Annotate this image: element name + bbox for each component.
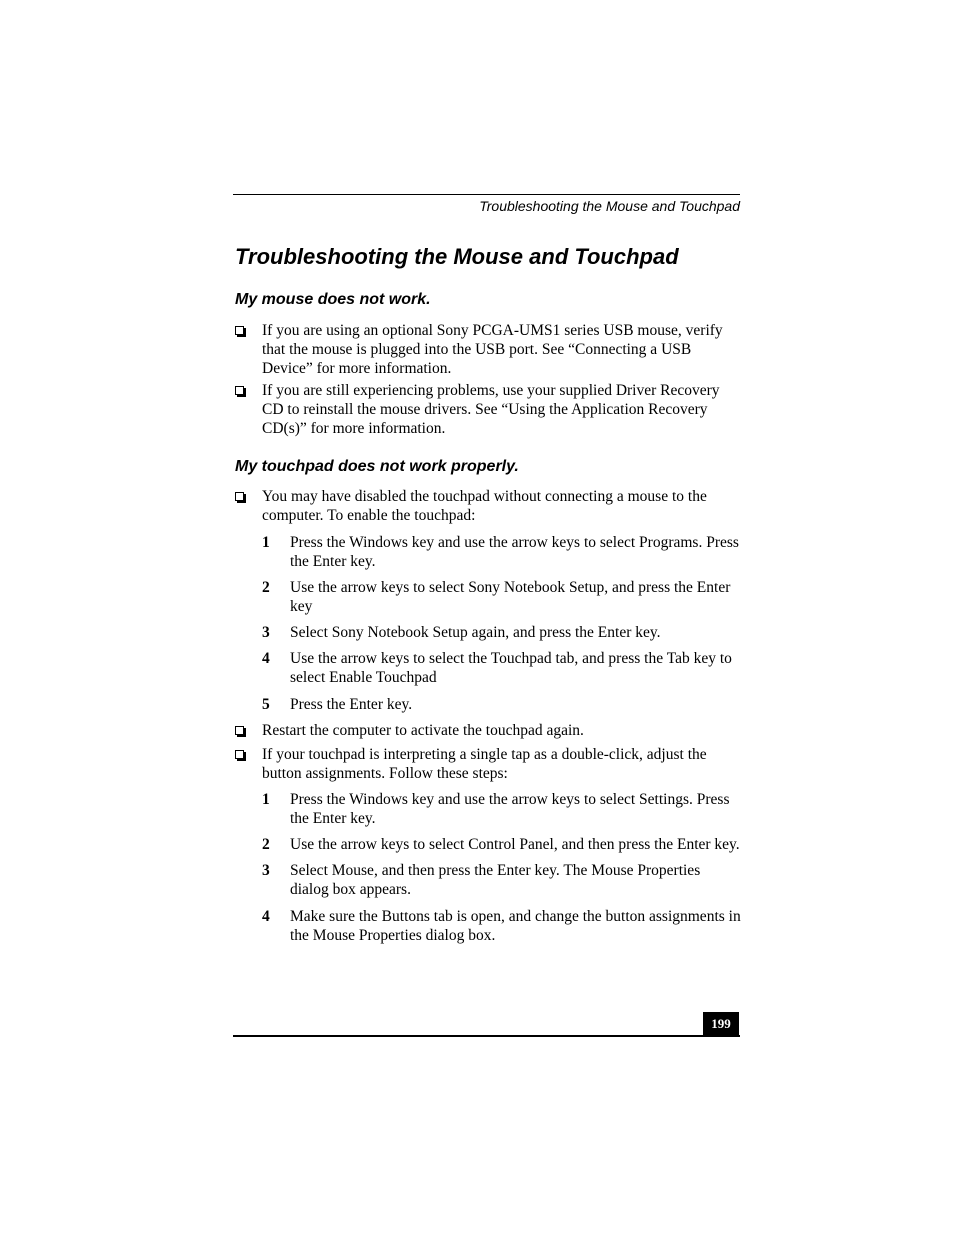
step-number: 1 — [262, 534, 270, 551]
running-header: Troubleshooting the Mouse and Touchpad — [479, 198, 740, 214]
bullet-text: If you are using an optional Sony PCGA-UMS1 series USB mouse, verify that the mouse is plugged into the USB port. See “Connecting a USB Device” for more information. — [262, 322, 723, 377]
step-text: Select Mouse, and then press the Enter key. The Mouse Properties dialog box appears. — [290, 862, 701, 898]
checkbox-bullet-icon — [235, 726, 244, 735]
step-text: Use the arrow keys to select Control Panel, and then press the Enter key. — [290, 836, 740, 853]
step-number: 4 — [262, 908, 270, 925]
step-text: Press the Windows key and use the arrow keys to select Settings. Press the Enter key. — [290, 791, 730, 827]
step-text: Select Sony Notebook Setup again, and press the Enter key. — [290, 624, 661, 641]
step-number: 4 — [262, 650, 270, 667]
step-number: 3 — [262, 862, 270, 879]
step-number: 2 — [262, 579, 270, 596]
footer-rule — [233, 1035, 740, 1037]
checkbox-bullet-icon — [235, 750, 244, 759]
bullet-text: You may have disabled the touchpad without connecting a mouse to the computer. To enable the touchpad: — [262, 488, 707, 524]
step-number: 1 — [262, 791, 270, 808]
bullet-text: If your touchpad is interpreting a single tap as a double-click, adjust the button assignments. Follow these steps: — [262, 746, 707, 782]
section-heading-touchpad: My touchpad does not work properly. — [235, 458, 519, 475]
bullet-text: If you are still experiencing problems, use your supplied Driver Recovery CD to reinstall the mouse drivers. See “Using the Application Recovery CD(s)” for more information. — [262, 382, 720, 437]
step-number: 3 — [262, 624, 270, 641]
page-title: Troubleshooting the Mouse and Touchpad — [235, 244, 679, 269]
header-rule — [233, 194, 740, 195]
step-text: Use the arrow keys to select Sony Notebook Setup, and press the Enter key — [290, 579, 731, 615]
step-text: Press the Enter key. — [290, 696, 413, 713]
bullet-text: Restart the computer to activate the touchpad again. — [262, 722, 584, 739]
checkbox-bullet-icon — [235, 326, 244, 335]
step-text: Make sure the Buttons tab is open, and change the button assignments in the Mouse Properties dialog box. — [290, 908, 741, 944]
checkbox-bullet-icon — [235, 386, 244, 395]
step-number: 5 — [262, 696, 270, 713]
section-heading-mouse: My mouse does not work. — [235, 291, 431, 308]
checkbox-bullet-icon — [235, 492, 244, 501]
page-number: 199 — [703, 1012, 739, 1036]
step-text: Press the Windows key and use the arrow keys to select Programs. Press the Enter key. — [290, 534, 739, 570]
step-text: Use the arrow keys to select the Touchpad tab, and press the Tab key to select Enable Touchpad — [290, 650, 732, 686]
step-number: 2 — [262, 836, 270, 853]
